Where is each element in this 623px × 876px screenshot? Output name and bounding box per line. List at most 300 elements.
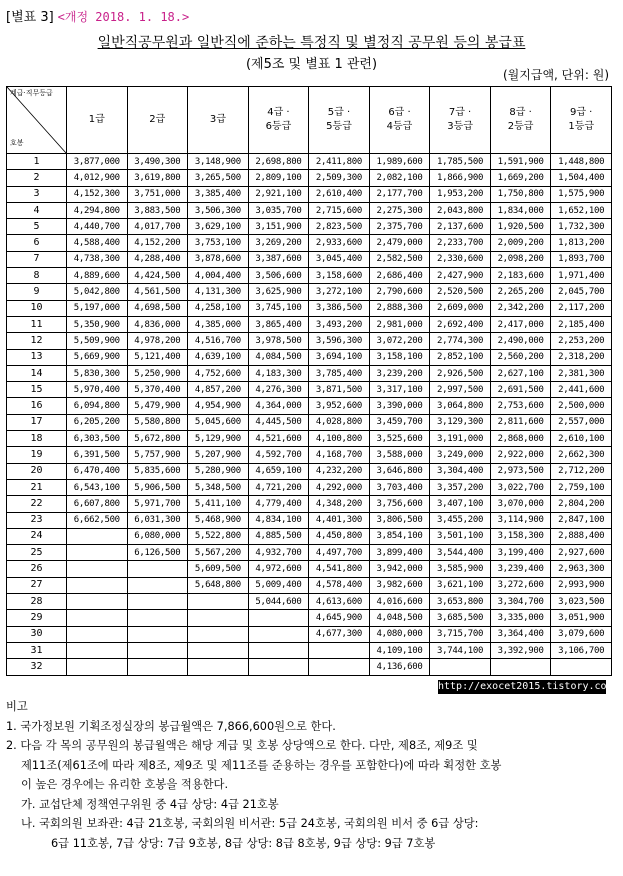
salary-cell: 4,364,000: [248, 398, 309, 414]
salary-cell: [67, 610, 128, 626]
salary-cell: 1,504,400: [551, 170, 612, 186]
salary-cell: 3,978,500: [248, 333, 309, 349]
salary-cell: 5,970,400: [67, 382, 128, 398]
column-header: [248, 87, 309, 154]
salary-cell: 2,823,500: [309, 219, 370, 235]
column-header: [127, 87, 188, 154]
salary-cell: 2,698,800: [248, 154, 309, 170]
table-row: [7, 610, 612, 626]
salary-cell: 2,342,200: [490, 300, 551, 316]
salary-cell: 5,121,400: [127, 349, 188, 365]
salary-cell: 3,877,000: [67, 154, 128, 170]
salary-cell: 2,922,000: [490, 447, 551, 463]
salary-cell: 5,207,900: [188, 447, 249, 463]
step-number: 4: [7, 202, 67, 218]
salary-cell: 4,932,700: [248, 545, 309, 561]
step-number: 9: [7, 284, 67, 300]
column-header: [551, 87, 612, 154]
salary-cell: 2,557,000: [551, 414, 612, 430]
table-row: [7, 268, 612, 284]
step-number: 21: [7, 479, 67, 495]
salary-cell: 5,567,200: [188, 545, 249, 561]
salary-cell: [127, 577, 188, 593]
salary-cell: [67, 594, 128, 610]
step-number: 20: [7, 463, 67, 479]
table-row: [7, 284, 612, 300]
salary-cell: [551, 659, 612, 675]
salary-cell: 1,893,700: [551, 251, 612, 267]
salary-cell: [248, 626, 309, 642]
salary-cell: [309, 659, 370, 675]
salary-cell: 2,441,600: [551, 382, 612, 398]
salary-cell: [127, 642, 188, 658]
salary-cell: [127, 561, 188, 577]
table-row: [7, 528, 612, 544]
salary-cell: 1,834,000: [490, 202, 551, 218]
salary-cell: 4,738,300: [67, 251, 128, 267]
salary-cell: 4,348,200: [309, 496, 370, 512]
salary-cell: 2,098,200: [490, 251, 551, 267]
salary-cell: 3,079,600: [551, 626, 612, 642]
salary-cell: 3,070,000: [490, 496, 551, 512]
salary-cell: [127, 594, 188, 610]
salary-cell: 3,865,400: [248, 316, 309, 332]
salary-cell: [188, 626, 249, 642]
salary-cell: 2,375,700: [369, 219, 430, 235]
salary-cell: 6,470,400: [67, 463, 128, 479]
salary-cell: 3,129,300: [430, 414, 491, 430]
salary-cell: 4,012,900: [67, 170, 128, 186]
salary-cell: 4,521,600: [248, 431, 309, 447]
salary-cell: 2,045,700: [551, 284, 612, 300]
salary-cell: 3,272,600: [490, 577, 551, 593]
salary-cell: 4,152,300: [67, 186, 128, 202]
salary-cell: 4,028,800: [309, 414, 370, 430]
salary-cell: 3,899,400: [369, 545, 430, 561]
document-subtitle: (제5조 및 별표 1 관련): [245, 57, 378, 72]
salary-cell: 2,411,800: [309, 154, 370, 170]
salary-cell: 3,585,900: [430, 561, 491, 577]
salary-cell: 1,669,200: [490, 170, 551, 186]
salary-cell: 2,253,200: [551, 333, 612, 349]
salary-cell: 4,183,300: [248, 365, 309, 381]
salary-cell: 2,692,400: [430, 316, 491, 332]
salary-cell: 1,785,500: [430, 154, 491, 170]
salary-cell: 1,971,400: [551, 268, 612, 284]
salary-cell: 2,927,600: [551, 545, 612, 561]
salary-cell: 3,756,600: [369, 496, 430, 512]
salary-cell: 4,136,600: [369, 659, 430, 675]
salary-cell: 4,779,400: [248, 496, 309, 512]
salary-cell: 2,811,600: [490, 414, 551, 430]
salary-cell: 6,543,100: [67, 479, 128, 495]
salary-cell: 2,790,600: [369, 284, 430, 300]
table-row: [7, 577, 612, 593]
salary-cell: 2,753,600: [490, 398, 551, 414]
corner-cell: [7, 87, 67, 154]
salary-cell: 2,774,300: [430, 333, 491, 349]
salary-cell: 2,926,500: [430, 365, 491, 381]
step-number: 28: [7, 594, 67, 610]
step-number: 14: [7, 365, 67, 381]
salary-cell: 2,560,200: [490, 349, 551, 365]
salary-cell: [430, 659, 491, 675]
salary-cell: 6,126,500: [127, 545, 188, 561]
note-line: 나. 국회의원 보좌관: 4급 21호봉, 국회의원 비서관: 5급 24호봉, 국회의원 비서 중 6급 상당:: [21, 817, 479, 830]
salary-cell: 3,357,200: [430, 479, 491, 495]
step-number: 25: [7, 545, 67, 561]
salary-cell: 3,158,300: [490, 528, 551, 544]
salary-cell: 3,045,400: [309, 251, 370, 267]
table-row: [7, 202, 612, 218]
salary-cell: 3,272,100: [309, 284, 370, 300]
salary-cell: 1,575,900: [551, 186, 612, 202]
salary-cell: 2,117,200: [551, 300, 612, 316]
column-header-label: 6급 ·: [388, 107, 411, 118]
table-row: [7, 479, 612, 495]
salary-cell: 3,854,100: [369, 528, 430, 544]
salary-cell: 2,993,900: [551, 577, 612, 593]
salary-cell: 4,885,500: [248, 528, 309, 544]
salary-cell: 3,249,000: [430, 447, 491, 463]
step-number: 18: [7, 431, 67, 447]
table-header: [6, 6, 189, 25]
note-line: 제11조(제61조에 따라 제8조, 제9조 및 제11조를 준용하는 경우를 포함한다)에 따라 획정한 호봉: [21, 758, 502, 772]
salary-cell: 4,017,700: [127, 219, 188, 235]
salary-cell: 2,500,000: [551, 398, 612, 414]
step-number: 11: [7, 316, 67, 332]
table-row: [7, 170, 612, 186]
step-number: 3: [7, 186, 67, 202]
column-header-label: 4등급: [386, 121, 413, 132]
salary-cell: 1,652,100: [551, 202, 612, 218]
salary-cell: 5,669,900: [67, 349, 128, 365]
unit-label: (월지급액, 단위: 원): [503, 68, 609, 82]
salary-cell: 2,043,800: [430, 202, 491, 218]
table-row: [7, 300, 612, 316]
salary-cell: 3,386,500: [309, 300, 370, 316]
salary-cell: 5,197,000: [67, 300, 128, 316]
salary-cell: 3,715,700: [430, 626, 491, 642]
notes-label: 비고: [6, 700, 28, 713]
salary-cell: 6,080,000: [127, 528, 188, 544]
salary-cell: 3,106,700: [551, 642, 612, 658]
attachment-label: [별표 3]: [6, 10, 54, 25]
salary-cell: 4,084,500: [248, 349, 309, 365]
salary-cell: 4,978,200: [127, 333, 188, 349]
salary-cell: 4,445,500: [248, 414, 309, 430]
salary-cell: 3,191,000: [430, 431, 491, 447]
table-row: [7, 642, 612, 658]
step-number: 13: [7, 349, 67, 365]
salary-cell: 5,370,400: [127, 382, 188, 398]
salary-cell: 5,971,700: [127, 496, 188, 512]
salary-cell: 3,265,500: [188, 170, 249, 186]
salary-cell: 2,963,300: [551, 561, 612, 577]
salary-table: [6, 86, 612, 676]
column-header: [188, 87, 249, 154]
document-title: 일반직공무원과 일반직에 준하는 특정직 및 별정직 공무원 등의 봉급표: [97, 35, 526, 51]
salary-cell: 3,269,200: [248, 235, 309, 251]
column-header: [309, 87, 370, 154]
table-row: [7, 414, 612, 430]
salary-cell: 4,292,000: [309, 479, 370, 495]
salary-cell: 4,659,100: [248, 463, 309, 479]
salary-cell: 2,490,000: [490, 333, 551, 349]
salary-cell: 3,364,400: [490, 626, 551, 642]
salary-cell: 6,205,200: [67, 414, 128, 430]
salary-cell: 2,185,400: [551, 316, 612, 332]
salary-cell: [67, 577, 128, 593]
salary-cell: 3,525,600: [369, 431, 430, 447]
column-header-label: 3급: [209, 114, 226, 125]
salary-cell: 2,330,600: [430, 251, 491, 267]
column-header-label: 8급 ·: [509, 107, 532, 118]
salary-cell: 3,544,400: [430, 545, 491, 561]
salary-cell: 3,304,400: [430, 463, 491, 479]
salary-cell: 4,048,500: [369, 610, 430, 626]
salary-cell: 3,942,000: [369, 561, 430, 577]
salary-cell: 2,759,100: [551, 479, 612, 495]
salary-cell: 5,906,500: [127, 479, 188, 495]
step-number: 10: [7, 300, 67, 316]
salary-cell: 3,883,500: [127, 202, 188, 218]
salary-cell: 2,509,300: [309, 170, 370, 186]
salary-cell: 4,424,500: [127, 268, 188, 284]
step-number: 1: [7, 154, 67, 170]
salary-cell: 3,151,900: [248, 219, 309, 235]
column-header-label: 6등급: [265, 121, 292, 132]
salary-cell: 2,627,100: [490, 365, 551, 381]
salary-cell: 4,109,100: [369, 642, 430, 658]
column-header-label: 5등급: [326, 121, 352, 132]
salary-cell: 4,721,200: [248, 479, 309, 495]
table-row: [7, 561, 612, 577]
table-row: [7, 349, 612, 365]
column-header: [369, 87, 430, 154]
salary-cell: 3,158,600: [309, 268, 370, 284]
salary-cell: 4,276,300: [248, 382, 309, 398]
salary-cell: 2,183,600: [490, 268, 551, 284]
salary-cell: 2,381,300: [551, 365, 612, 381]
table-row: [7, 626, 612, 642]
table-row: [7, 316, 612, 332]
salary-cell: 4,440,700: [67, 219, 128, 235]
salary-cell: 4,497,700: [309, 545, 370, 561]
table-row: [7, 365, 612, 381]
salary-cell: 5,348,500: [188, 479, 249, 495]
salary-cell: [188, 594, 249, 610]
table-row: [7, 659, 612, 675]
salary-cell: 2,868,000: [490, 431, 551, 447]
salary-cell: 4,152,200: [127, 235, 188, 251]
step-number: 22: [7, 496, 67, 512]
salary-cell: 4,836,000: [127, 316, 188, 332]
corner-grade-label: 계급·직무등급: [10, 89, 53, 97]
step-number: 2: [7, 170, 67, 186]
salary-cell: 5,672,800: [127, 431, 188, 447]
step-number: 23: [7, 512, 67, 528]
salary-cell: 4,294,800: [67, 202, 128, 218]
salary-cell: 3,952,600: [309, 398, 370, 414]
salary-cell: 4,588,400: [67, 235, 128, 251]
step-number: 32: [7, 659, 67, 675]
salary-cell: 3,806,500: [369, 512, 430, 528]
salary-cell: 2,265,200: [490, 284, 551, 300]
salary-cell: 3,751,000: [127, 186, 188, 202]
salary-cell: 4,639,100: [188, 349, 249, 365]
salary-cell: 3,064,800: [430, 398, 491, 414]
salary-cell: 3,114,900: [490, 512, 551, 528]
salary-cell: 5,042,800: [67, 284, 128, 300]
column-header: [430, 87, 491, 154]
salary-cell: 1,732,300: [551, 219, 612, 235]
column-header: [67, 87, 128, 154]
salary-table-header: [7, 87, 612, 154]
salary-cell: 3,506,600: [248, 268, 309, 284]
salary-cell: 3,878,600: [188, 251, 249, 267]
salary-cell: 4,450,800: [309, 528, 370, 544]
column-header-label: 9급 ·: [569, 107, 593, 118]
salary-cell: [248, 610, 309, 626]
salary-cell: 5,835,600: [127, 463, 188, 479]
salary-cell: 3,621,100: [430, 577, 491, 593]
salary-cell: 3,703,400: [369, 479, 430, 495]
salary-cell: 5,830,300: [67, 365, 128, 381]
salary-cell: 3,745,100: [248, 300, 309, 316]
step-number: 27: [7, 577, 67, 593]
salary-cell: 4,258,100: [188, 300, 249, 316]
step-number: 5: [7, 219, 67, 235]
salary-cell: 4,168,700: [309, 447, 370, 463]
note-line: 가. 교섭단체 정책연구위원 중 4급 상당: 4급 21호봉: [21, 797, 279, 811]
salary-cell: 3,387,600: [248, 251, 309, 267]
salary-cell: 3,871,500: [309, 382, 370, 398]
salary-cell: 4,834,100: [248, 512, 309, 528]
table-row: [7, 447, 612, 463]
table-row: [7, 463, 612, 479]
salary-cell: 3,501,100: [430, 528, 491, 544]
salary-cell: 3,629,100: [188, 219, 249, 235]
column-header-label: 2등급: [507, 121, 534, 132]
table-row: [7, 186, 612, 202]
step-number: 29: [7, 610, 67, 626]
salary-cell: 2,610,400: [309, 186, 370, 202]
step-number: 24: [7, 528, 67, 544]
salary-cell: 1,953,200: [430, 186, 491, 202]
salary-cell: [127, 626, 188, 642]
salary-cell: 1,920,500: [490, 219, 551, 235]
salary-cell: 3,407,100: [430, 496, 491, 512]
table-row: [7, 382, 612, 398]
salary-cell: 4,401,300: [309, 512, 370, 528]
salary-cell: 6,662,500: [67, 512, 128, 528]
salary-cell: 3,646,800: [369, 463, 430, 479]
salary-cell: 4,954,900: [188, 398, 249, 414]
table-row: [7, 154, 612, 170]
column-header-label: 1급: [88, 114, 105, 125]
salary-cell: 3,023,500: [551, 594, 612, 610]
step-number: 15: [7, 382, 67, 398]
salary-cell: 2,082,100: [369, 170, 430, 186]
table-row: [7, 431, 612, 447]
salary-cell: 5,468,900: [188, 512, 249, 528]
salary-cell: 6,031,300: [127, 512, 188, 528]
salary-cell: 2,609,000: [430, 300, 491, 316]
salary-cell: [248, 659, 309, 675]
salary-cell: 3,392,900: [490, 642, 551, 658]
note-line: 1. 국가정보원 기획조정실장의 봉급월액은 7,866,600원으로 한다.: [6, 719, 336, 733]
salary-cell: 2,662,300: [551, 447, 612, 463]
revision-date: <개정 2018. 1. 18.>: [57, 10, 190, 24]
salary-cell: 2,809,100: [248, 170, 309, 186]
column-header-label: 1등급: [568, 121, 595, 132]
salary-cell: 1,750,800: [490, 186, 551, 202]
salary-cell: 3,685,500: [430, 610, 491, 626]
salary-cell: 3,619,800: [127, 170, 188, 186]
column-header-label: 2급: [149, 114, 166, 125]
salary-cell: 2,973,500: [490, 463, 551, 479]
salary-cell: 2,691,500: [490, 382, 551, 398]
salary-cell: 6,303,500: [67, 431, 128, 447]
salary-cell: 4,516,700: [188, 333, 249, 349]
salary-cell: 2,417,000: [490, 316, 551, 332]
salary-cell: 4,016,600: [369, 594, 430, 610]
salary-cell: 4,541,800: [309, 561, 370, 577]
salary-cell: 5,757,900: [127, 447, 188, 463]
salary-cell: 5,250,900: [127, 365, 188, 381]
salary-cell: 4,080,000: [369, 626, 430, 642]
salary-cell: 3,199,400: [490, 545, 551, 561]
salary-cell: 4,131,300: [188, 284, 249, 300]
step-number: 6: [7, 235, 67, 251]
step-number: 8: [7, 268, 67, 284]
salary-cell: [188, 642, 249, 658]
column-header-label: 5급 ·: [327, 107, 351, 118]
table-row: [7, 594, 612, 610]
salary-cell: [67, 642, 128, 658]
salary-cell: 3,455,200: [430, 512, 491, 528]
salary-cell: 2,921,100: [248, 186, 309, 202]
salary-cell: 2,686,400: [369, 268, 430, 284]
salary-cell: 5,648,800: [188, 577, 249, 593]
salary-cell: 4,613,600: [309, 594, 370, 610]
salary-cell: 3,148,900: [188, 154, 249, 170]
salary-cell: 3,239,200: [369, 365, 430, 381]
salary-cell: 3,625,900: [248, 284, 309, 300]
salary-cell: 4,232,200: [309, 463, 370, 479]
salary-cell: 2,137,600: [430, 219, 491, 235]
salary-cell: 4,698,500: [127, 300, 188, 316]
salary-cell: 5,580,800: [127, 414, 188, 430]
step-number: 7: [7, 251, 67, 267]
salary-cell: 3,596,300: [309, 333, 370, 349]
salary-cell: 2,847,100: [551, 512, 612, 528]
salary-cell: 3,022,700: [490, 479, 551, 495]
salary-cell: 3,051,900: [551, 610, 612, 626]
salary-cell: 3,490,300: [127, 154, 188, 170]
salary-cell: 2,888,300: [369, 300, 430, 316]
salary-cell: 5,280,900: [188, 463, 249, 479]
salary-cell: [490, 659, 551, 675]
salary-cell: [67, 659, 128, 675]
salary-cell: 5,044,600: [248, 594, 309, 610]
salary-cell: 4,288,400: [127, 251, 188, 267]
salary-cell: 3,072,200: [369, 333, 430, 349]
salary-cell: 2,610,100: [551, 431, 612, 447]
salary-cell: 2,712,200: [551, 463, 612, 479]
salary-cell: 4,857,200: [188, 382, 249, 398]
